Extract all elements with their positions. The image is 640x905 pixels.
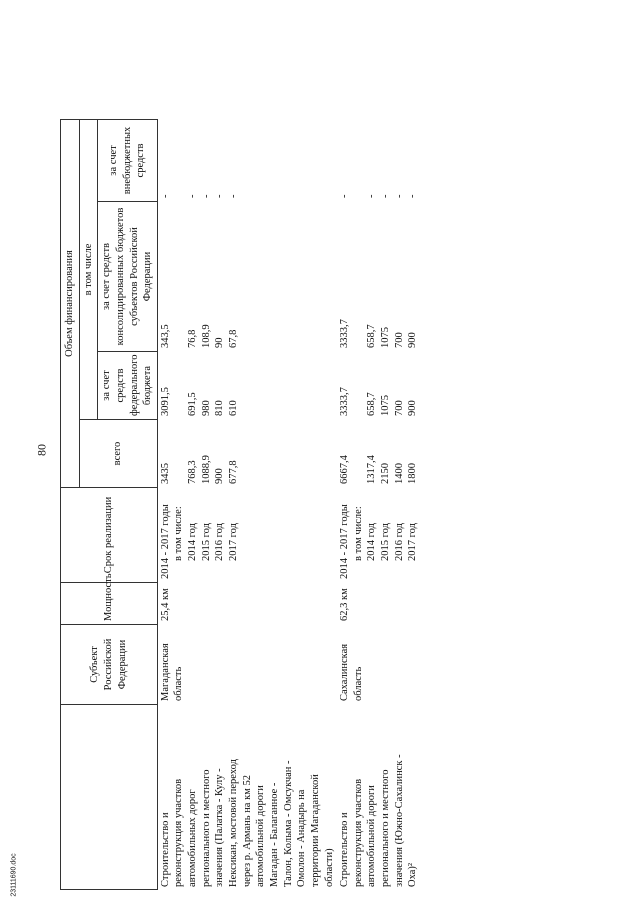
federal-value-year: 980 — [200, 400, 212, 416]
term-year: 2017 год — [228, 523, 240, 561]
term-year: 2016 год — [214, 523, 226, 561]
federal-value-year: 691,5 — [187, 392, 199, 416]
federal-value-year: 700 — [393, 400, 405, 416]
extra-value-cell — [337, 119, 421, 201]
total-value-year: 2150 — [380, 463, 392, 484]
header-object — [61, 705, 158, 890]
total-value-year: 1317,4 — [366, 455, 378, 484]
subject-cell — [157, 625, 337, 705]
header-term: Срок реализации — [61, 488, 158, 583]
term-year: 2016 год — [393, 523, 405, 561]
header-federal: за счет средств федерального бюджета — [98, 352, 158, 420]
regional-value-year: 900 — [407, 332, 419, 348]
object-text-line: реконструкция участков — [173, 778, 185, 887]
table-row — [157, 119, 337, 889]
term-year: 2015 год — [200, 523, 212, 561]
federal-value-cell — [157, 352, 337, 420]
spacer-line — [172, 423, 186, 484]
extra-value-year: - — [200, 194, 212, 198]
extra-value-year: - — [187, 194, 199, 198]
capacity-cell — [337, 583, 421, 625]
object-text-line: Талон, Колыма - Омсукчан - — [282, 760, 294, 887]
term-including-label: в том числе: — [173, 506, 185, 561]
subject-text-line: область — [352, 666, 364, 701]
object-text-line: Строительство и — [159, 812, 171, 887]
extra-value: - — [159, 194, 171, 198]
capacity-value: 62,3 км — [339, 588, 351, 621]
spacer-line — [352, 355, 366, 416]
object-text-line: области) — [323, 848, 335, 887]
term-range: 2014 - 2017 годы — [159, 504, 171, 579]
federal-value-year: 610 — [228, 400, 240, 416]
federal-value-cell — [337, 352, 421, 420]
regional-value: 343,5 — [159, 324, 171, 348]
object-text-line: значения (Южно-Сахалинск - — [393, 754, 405, 887]
object-text-line: автомобильных дорог — [187, 789, 199, 887]
financing-table — [60, 119, 421, 890]
extra-value-year: - — [380, 194, 392, 198]
term-year: 2014 год — [366, 523, 378, 561]
regional-value-cell — [337, 202, 421, 352]
object-text-line: Омолон - Анадырь на — [296, 789, 308, 887]
capacity-cell — [157, 583, 337, 625]
total-value-year: 768,3 — [187, 460, 199, 484]
subject-text-line: Магаданская — [159, 643, 171, 701]
total-value-year: 677,8 — [228, 460, 240, 484]
federal-value-year: 900 — [407, 400, 419, 416]
object-text-line: Строительство и — [339, 812, 351, 887]
extra-value: - — [339, 194, 351, 198]
object-text-line: регионального и местного — [200, 769, 212, 887]
table-body — [157, 119, 421, 889]
federal-value-year: 810 — [214, 400, 226, 416]
federal-value: 3333,7 — [339, 387, 351, 416]
subject-text-line: область — [173, 666, 185, 701]
extra-value-year: - — [214, 194, 226, 198]
extra-value-year: - — [393, 194, 405, 198]
extra-value-year: - — [407, 194, 419, 198]
spacer-line — [352, 423, 366, 484]
footer-file-name: 23111690.doc — [10, 853, 18, 897]
object-text-line: Нексикан, мостовой переход — [228, 759, 240, 887]
total-value-cell — [337, 420, 421, 488]
total-value-year: 1088,9 — [200, 455, 212, 484]
header-subject: Субъект Российской Федерации — [61, 625, 158, 705]
term-year: 2017 год — [407, 523, 419, 561]
term-year: 2015 год — [380, 523, 392, 561]
extra-value-cell — [157, 119, 337, 201]
regional-value-year: 76,8 — [187, 329, 199, 348]
regional-value-cell — [157, 202, 337, 352]
spacer-line — [172, 355, 186, 416]
header-regional: за счет средств консолидированных бюджетов субъектов Российской Федерации — [98, 202, 158, 352]
object-text-line: значения (Палатка - Кулу - — [214, 768, 226, 887]
federal-value-year: 658,7 — [366, 392, 378, 416]
spacer-line — [352, 122, 366, 198]
subject-text-line: Сахалинская — [339, 643, 351, 701]
object-text-line: Оха)² — [407, 863, 419, 887]
header-including: в том числе — [79, 119, 98, 419]
regional-value-year: 90 — [214, 337, 226, 348]
object-cell — [337, 705, 421, 890]
term-cell — [157, 488, 337, 583]
object-text-line: автомобильной дороги — [255, 785, 267, 887]
regional-value: 3333,7 — [339, 319, 351, 348]
extra-value-year: - — [228, 194, 240, 198]
term-cell — [337, 488, 421, 583]
object-text-line: регионального и местного — [380, 769, 392, 887]
object-text-line: территории Магаданской — [309, 774, 321, 887]
regional-value-year: 658,7 — [366, 324, 378, 348]
regional-value-year: 700 — [393, 332, 405, 348]
total-value-cell — [157, 420, 337, 488]
total-value: 6667,4 — [339, 455, 351, 484]
spacer-line — [352, 205, 366, 348]
header-extra: за счет внебюджетных средств — [98, 119, 158, 201]
federal-value-year: 1075 — [380, 395, 392, 416]
capacity-value: 25,4 км — [159, 588, 171, 621]
object-cell — [157, 705, 337, 890]
object-text-line: реконструкция участков — [352, 778, 364, 887]
header-total: всего — [79, 420, 157, 488]
object-text-line: автомобильной дороги — [366, 785, 378, 887]
spacer-line — [172, 205, 186, 348]
table-row — [337, 119, 421, 889]
object-text-line: Магадан - Балаганное - — [268, 782, 280, 887]
subject-cell — [337, 625, 421, 705]
page-number: 80 — [34, 444, 49, 456]
regional-value-year: 1075 — [380, 327, 392, 348]
term-range: 2014 - 2017 годы — [339, 504, 351, 579]
header-funding: Объем финансирования — [61, 119, 80, 487]
federal-value: 3091,5 — [159, 387, 171, 416]
term-year: 2014 год — [187, 523, 199, 561]
total-value-year: 1400 — [393, 463, 405, 484]
total-value: 3435 — [159, 463, 171, 484]
spacer-line — [172, 122, 186, 198]
total-value-year: 900 — [214, 468, 226, 484]
term-including-label: в том числе: — [352, 506, 364, 561]
regional-value-year: 67,8 — [228, 329, 240, 348]
extra-value-year: - — [366, 194, 378, 198]
header-capacity: Мощность — [61, 583, 158, 625]
object-text-line: через р. Армань на км 52 — [241, 775, 253, 887]
regional-value-year: 108,9 — [200, 324, 212, 348]
rotated-table-sheet — [60, 120, 580, 890]
total-value-year: 1800 — [407, 463, 419, 484]
